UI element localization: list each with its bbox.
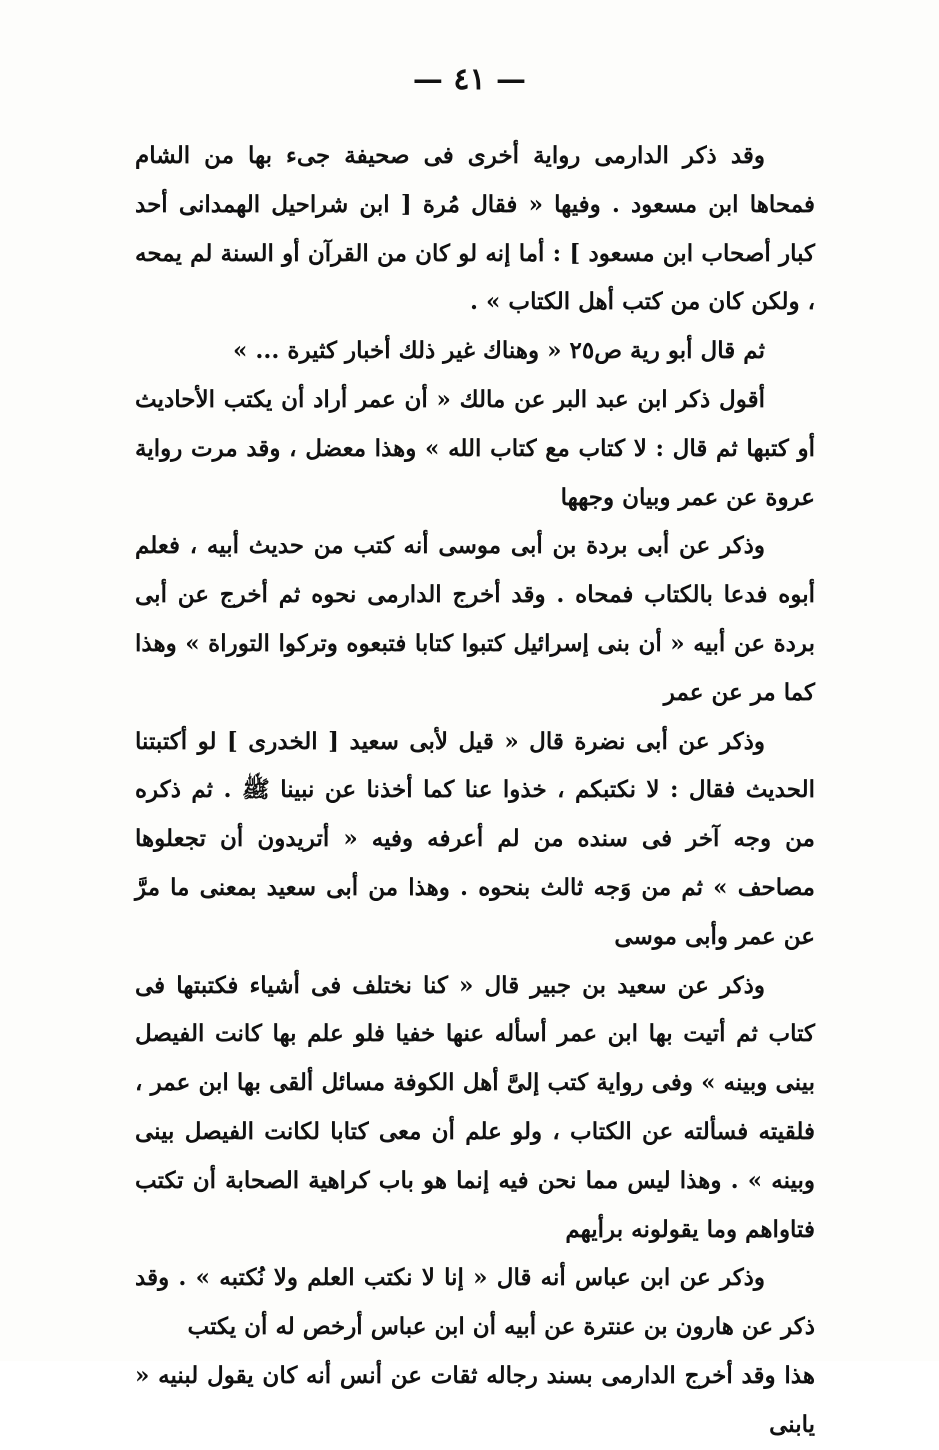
paragraph-5: وذكر عن أبى نضرة قال « قيل لأبى سعيد [ الخدرى ] لو أكتبتنا الحديث فقال : لا نكتبكم ، خذوا عنا كما أخذنا عن نبينا ﷺ . ثم ذكره من وجه آخر فى سنده من لم أعرفه وفيه « أتريدون أن تجعلوها مصاحف » ثم من وَجه ثالث بنحوه . وهذا من أبى سعيد بمعنى ما مرَّ عن عمر وأبى موسى	[135, 727, 815, 950]
paragraph-8: هذا وقد أخرج الدارمى بسند رجاله ثقات عن أنس أنه كان يقول لبنيه « يابنى	[135, 1361, 815, 1438]
page-text-body	[135, 132, 815, 1450]
paragraph-6: وذكر عن سعيد بن جبير قال « كنا نختلف فى أشياء فكتبتها فى كتاب ثم أتيت بها ابن عمر أسأله عنها خفيا فلو علم بها كانت الفيصل بينى وبينه » وفى رواية كتب إلىَّ أهل الكوفة مسائل ألقى بها ابن عمر ، فلقيته فسألته عن الكتاب ، ولو علم أن معى كتابا لكانت الفيصل بينى وبينه » . وهذا ليس مما نحن فيه إنما هو باب كراهية الصحابة أن تكتب فتاواهم وما يقولونه برأيهم	[135, 971, 815, 1243]
paragraph-1: وقد ذكر الدارمى رواية أخرى فى صحيفة جىء بها من الشام فمحاها ابن مسعود . وفيها « فقال مُرة [ ابن شراحيل الهمدانى أحد كبار أصحاب ابن مسعود ] : أما إنه لو كان من القرآن أو السنة لم يمحه ، ولكن كان من كتب أهل الكتاب » .	[135, 142, 815, 316]
paragraph-4: وذكر عن أبى بردة بن أبى موسى أنه كتب من حديث أبيه ، فعلم أبوه فدعا بالكتاب فمحاه . وقد أخرج الدارمى نحوه ثم أخرج عن أبى بردة عن أبيه « أن بنى إسرائيل كتبوا كتابا فتبعوه وتركوا التوراة » وهذا كما مر عن عمر	[135, 532, 815, 706]
paragraph-7: وذكر عن ابن عباس أنه قال « إنا لا نكتب العلم ولا نُكتبه » . وقد ذكر عن هارون بن عنترة عن أبيه أن ابن عباس أرخص له أن يكتب	[135, 1264, 815, 1341]
page-number: — ٤١ —	[412, 62, 527, 97]
paragraph-2: ثم قال أبو رية ص٢٥ « وهناك غير ذلك أخبار كثيرة ... »	[233, 337, 765, 365]
paragraph-3: أقول ذكر ابن عبد البر عن مالك « أن عمر أراد أن يكتب الأحاديث أو كتبها ثم قال : لا كتاب مع كتاب الله » وهذا معضل ، وقد مرت رواية عروة عن عمر وبيان وجهها	[135, 385, 815, 511]
